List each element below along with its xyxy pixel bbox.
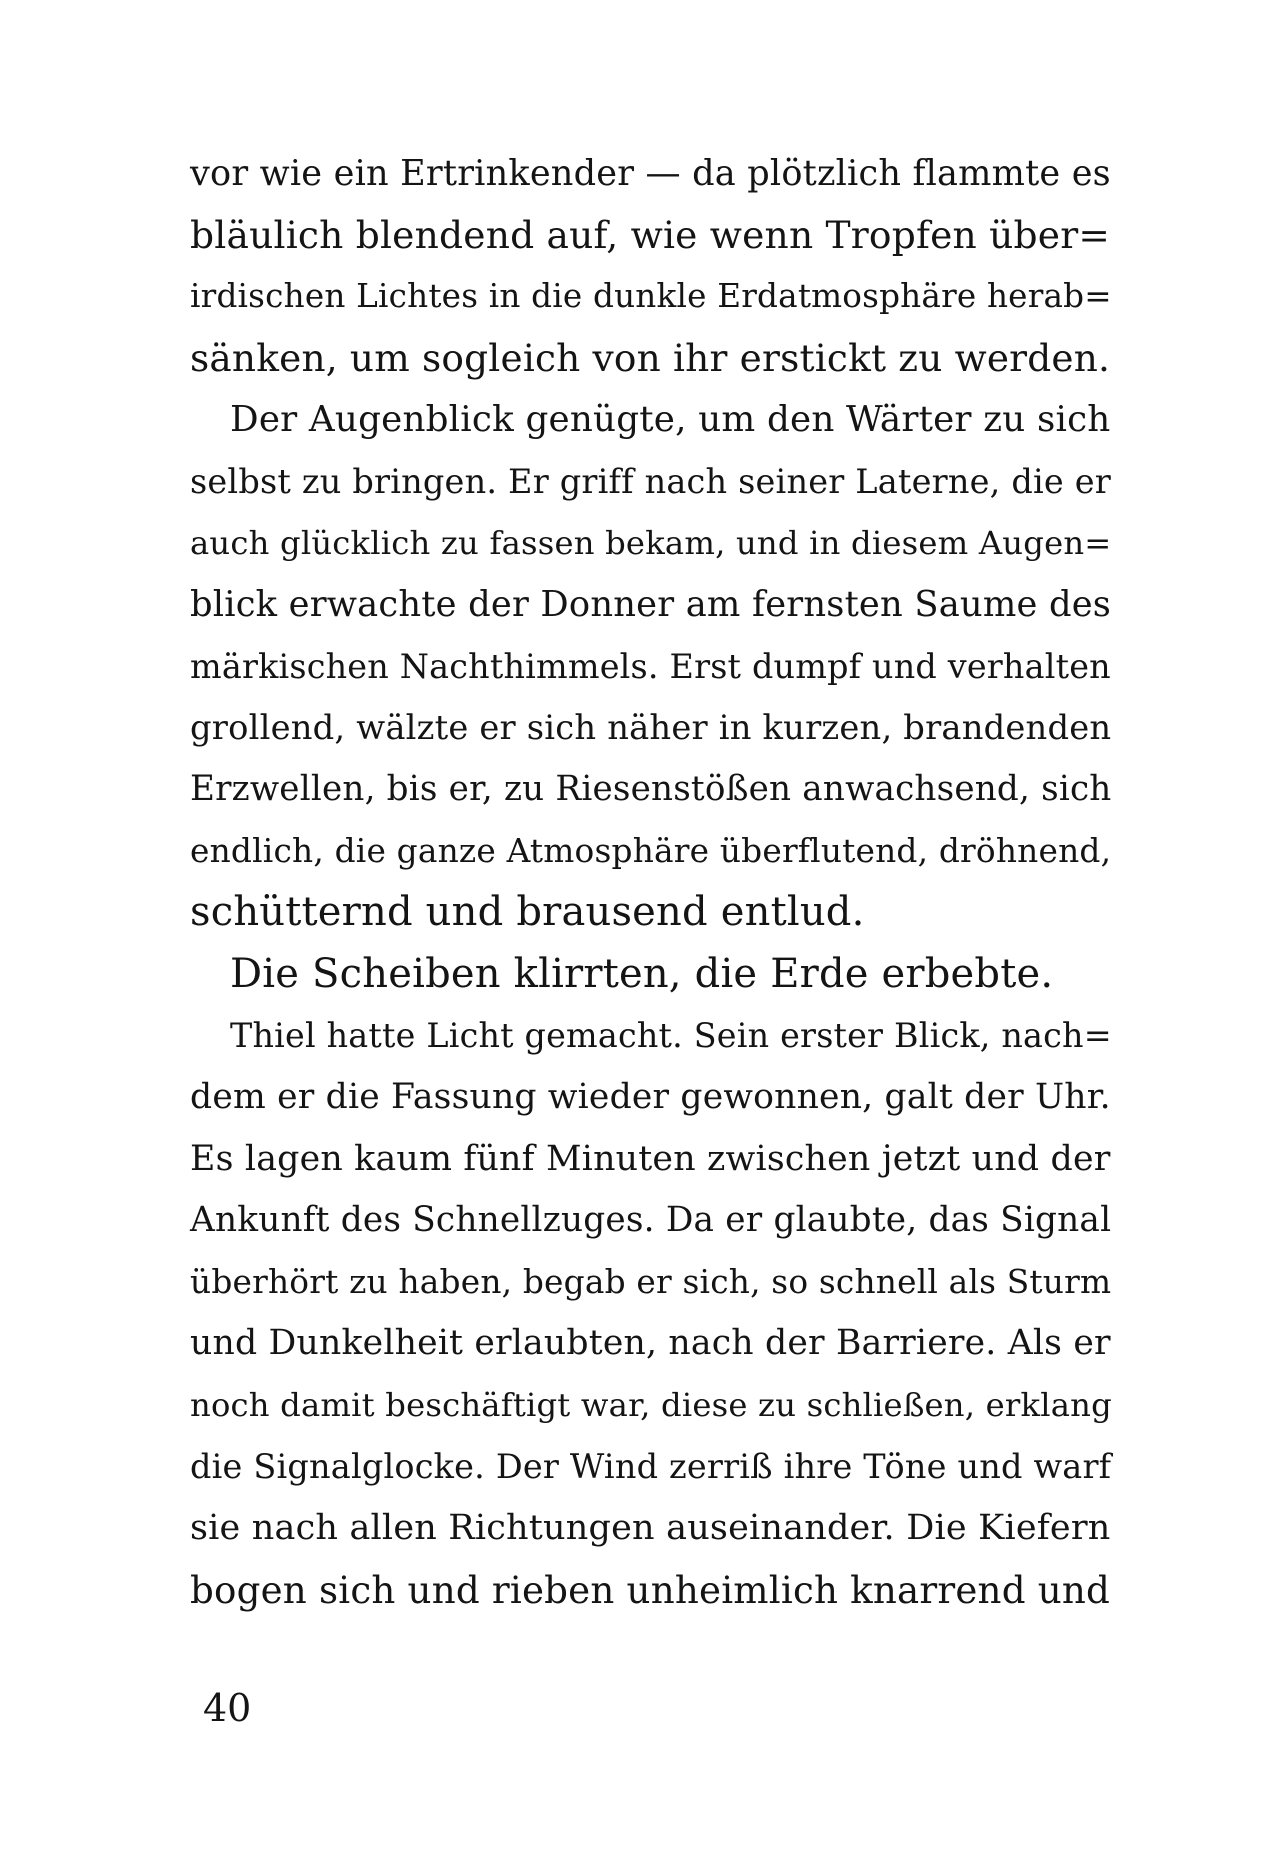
page-number: 40	[203, 1686, 252, 1730]
text-line: Erzwellen, bis er, zu Riesenstößen anwachsend, sich	[190, 768, 1112, 809]
text-line: Ankunft des Schnellzuges. Da er glaubte, das Signal	[190, 1200, 1112, 1241]
body-text	[190, 143, 1110, 1621]
text-line: bogen sich und rieben unheimlich knarrend und	[190, 1567, 1111, 1612]
text-line: die Signalglocke. Der Wind zerriß ihre Töne und warf	[190, 1447, 1112, 1487]
text-line: vor wie ein Ertrinkender — da plötzlich flammte es	[190, 153, 1111, 194]
text-line: endlich, die ganze Atmosphäre überflutend, dröhnend,	[190, 831, 1112, 870]
text-line: noch damit beschäftigt war, diese zu schließen, erklang	[190, 1385, 1112, 1424]
text-line: Der Augenblick genügte, um den Wärter zu sich	[230, 399, 1111, 441]
text-line: märkischen Nachthimmels. Erst dumpf und verhalten	[190, 646, 1111, 686]
text-line: überhört zu haben, begab er sich, so schnell als Sturm	[190, 1262, 1112, 1301]
text-line: und Dunkelheit erlaubten, nach der Barriere. Als er	[190, 1323, 1111, 1364]
text-line: schütternd und brausend entlud.	[190, 889, 865, 936]
text-line: selbst zu bringen. Er griff nach seiner Laterne, die er	[190, 461, 1111, 501]
text-line: irdischen Lichtes in die dunkle Erdatmosphäre herab=	[190, 277, 1112, 316]
text-line: sie nach allen Richtungen auseinander. Die Kiefern	[190, 1508, 1111, 1549]
text-line: Thiel hatte Licht gemacht. Sein erster Blick, nach=	[230, 1016, 1112, 1056]
text-line: auch glücklich zu fassen bekam, und in diesem Augen=	[190, 523, 1112, 562]
text-line: bläulich blendend auf, wie wenn Tropfen über=	[190, 212, 1111, 257]
text-line: blick erwachte der Donner am fernsten Saume des	[190, 584, 1112, 626]
text-line: sänken, um sogleich von ihr erstickt zu werden.	[190, 335, 1111, 380]
text-line: grollend, wälzte er sich näher in kurzen, brandenden	[190, 708, 1112, 748]
text-line: Es lagen kaum fünf Minuten zwischen jetzt und der	[190, 1138, 1111, 1179]
text-line: dem er die Fassung wieder gewonnen, galt der Uhr.	[190, 1076, 1111, 1117]
text-line: Die Scheiben klirrten, die Erde erbebte.	[230, 950, 1054, 997]
